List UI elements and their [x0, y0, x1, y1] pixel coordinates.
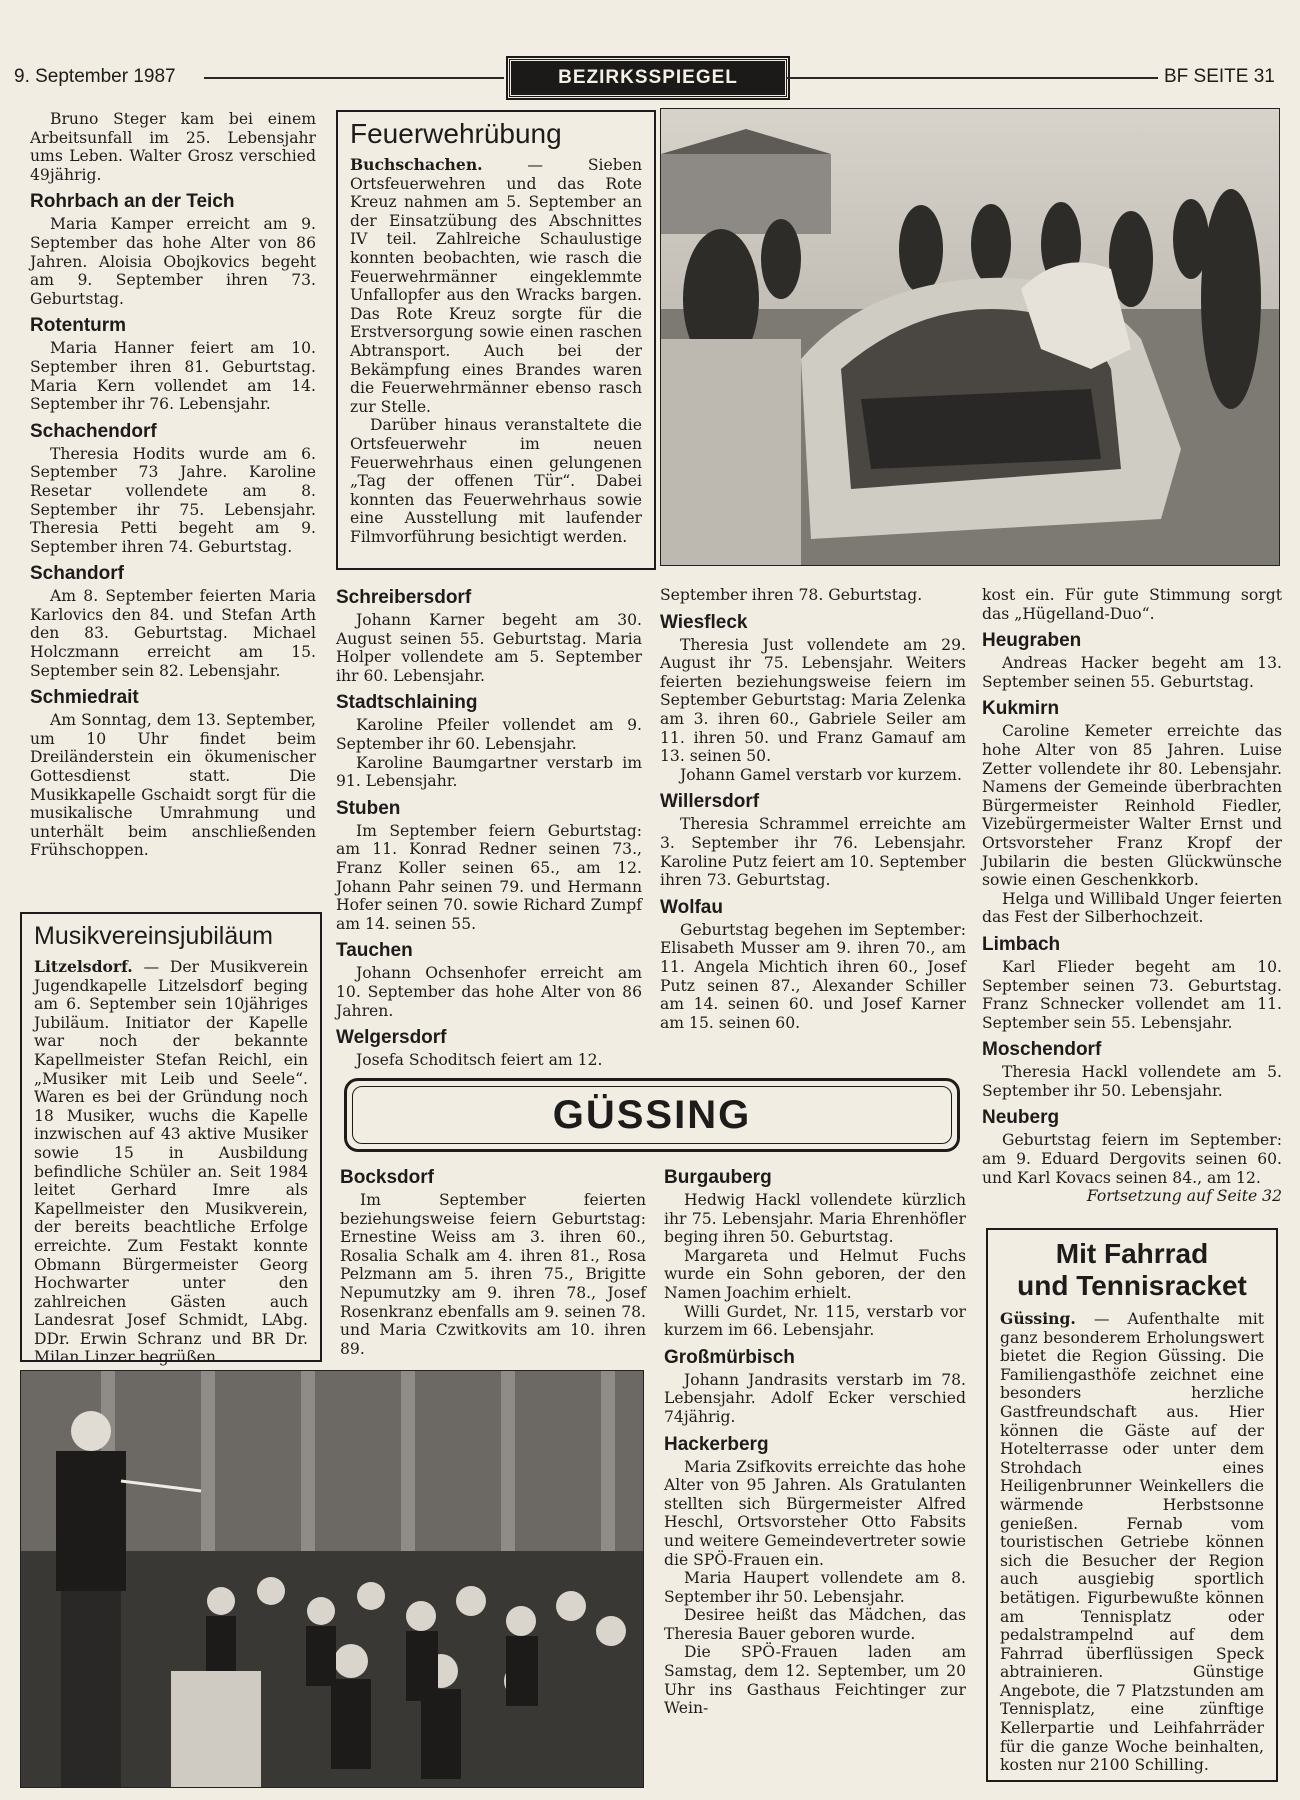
feuerwehr-text: — Sieben Ortsfeuerwehren und das Rote Kreuz nahmen am 5. September an der Einsatzübung des Abschnittes IV teil. Zahlreiche Schaulustige konnten beobachten, wie rasch die Feuerwehrmänner eingeklemmte Unfallopfer aus den Wracks bargen. Das Rote Kreuz sorgte für die Erstversorgung sowie einen raschen Abtransport. Auch bei der Bekämpfung eines Brandes waren die Feuerwehrmänner ebenso rasch zur Stelle. [350, 156, 642, 416]
musikverein-lead: Litzelsdorf. [34, 957, 133, 976]
column-4 [982, 586, 1282, 1206]
intro-text: Bruno Steger kam bei einem Arbeitsunfall im 25. Lebensjahr ums Leben. Walter Grosz verschied 49jährig. [30, 110, 316, 184]
place-heading: Schreibersdorf [336, 587, 472, 608]
place-heading: Schandorf [30, 563, 124, 585]
place-text: Im September feiern Geburtstag: am 11. Konrad Redner seinen 73., Franz Koller seinen 65., am 12. Johann Pahr seinen 79. und Hermann Hofer seinen 70. sowie Richard Zumpf am 14. seinen 55. [336, 821, 642, 933]
place-heading: Willersdorf [660, 791, 760, 813]
place-heading: Wolfau [660, 896, 723, 918]
place-text: Caroline Kemeter erreichte das hohe Alter von 85 Jahren. Luise Zetter vollendete ihr 80. Lebensjahr. Namens der Gemeinde überbrachten Bürgermeister Reinhold Fiedler, Vizebürgermeister Walter Ernst und Ortsvorsteher Franz Kropf der Jubilarin die besten Glückwünsche sowie einen Geschenkkorb. [982, 722, 1282, 890]
place-heading: Großmürbisch [664, 1346, 795, 1368]
column-3 [660, 586, 966, 1032]
place-text: Theresia Hackl vollendete am 5. September ihr 50. Lebensjahr. [982, 1063, 1282, 1100]
header-rule-right [786, 77, 1158, 79]
band-photo [20, 1370, 644, 1788]
place-text: Andreas Hacker begeht am 13. September seinen 55. Geburtstag. [982, 654, 1282, 691]
feuerwehr-title: Feuerwehrübung [350, 118, 562, 149]
place-heading: Heugraben [982, 630, 1082, 652]
place-heading: Schmiedrait [30, 687, 139, 709]
musikverein-text: — Der Musikverein Jugendkapelle Litzelsdorf beging am 6. September sein 10jähriges Jubiläum. Initiator der Kapelle war noch der bekannte Kapellmeister Stefan Reichl, ein „Musiker mit Leib und Seele“. Waren es bei der Gründung noch 18 Musiker, wuchs die Kapelle inzwischen auf 43 aktive Musiker sowie 15 in Ausbildung befindliche Schüler an. Seit 1984 leitet Gerhard Imre als Kapellmeister den Musikverein, der bereits beachtliche Erfolge erreichte. Zum Festakt konnte Obmann Bürgermeister Georg Hochwarter unter den zahlreichen Gästen auch Landesrat Josef Schmidt, LAbg. DDr. Erwin Schranz und BR Dr. Milan Linzer begrüßen. [34, 958, 308, 1367]
fahrrad-text: — Aufenthalte mit ganz besonderem Erholungswert bietet die Region Güssing. Die Familiengasthöfe zeichnet eine besonders herzliche Gastfreundschaft aus. Hier können die Gäste auf der Hotelterrasse oder unter dem Strohdach eines Heiligenbrunner Weinkellers die wärmende Herbstsonne genießen. Fernab vom touristischen Getriebe können sich die Besucher der Region auch ausgiebig sportlich betätigen. Figurbewußte können am Tennisplatz oder pedalstrampelnd auf dem Fahrrad überflüssigen Speck abtrainieren. Günstige Angebote, die 7 Platzstunden am Tennisplatz, eine zünftige Kellerpartie und Leihfahrräder für die ganze Woche beinhalten, kosten nur 2100 Schilling. [1000, 1310, 1264, 1775]
place-text: Margareta und Helmut Fuchs wurde ein Sohn geboren, der den Namen Joachim erhielt. [664, 1246, 966, 1302]
place-heading: Rohrbach an der Teich [30, 191, 235, 213]
place-text: Maria Zsifkovits erreichte das hohe Alter von 95 Jahren. Als Gratulanten stellten sich Bürgermeister Alfred Heschl, Ortsvorsteher Otto Fabsits und weitere Gemeindevertreter sowie die SPÖ-Frauen ein. [664, 1457, 966, 1569]
place-text: Hedwig Hackl vollendete kürzlich ihr 75. Lebensjahr. Maria Ehrenhöfler beging ihren 50. Geburtstag. [664, 1191, 966, 1247]
place-heading: Burgauberg [664, 1167, 772, 1188]
place-text: Johann Jandrasits verstarb im 78. Lebensjahr. Adolf Ecker verschied 74jährig. [664, 1370, 966, 1426]
place-text: Geburtstag feiern im September: am 9. Eduard Dergovits seinen 60. und Karl Kovacs seinen 84., am 12. [982, 1131, 1282, 1187]
place-text: Karoline Pfeiler vollendet am 9. September ihr 60. Lebensjahr. [336, 716, 642, 753]
place-text: Maria Hanner feiert am 10. September ihren 81. Geburtstag. Maria Kern vollendet am 14. September ihr 76. Lebensjahr. [30, 339, 316, 414]
place-text: Am Sonntag, dem 13. September, um 10 Uhr findet beim Dreiländerstein ein ökumenischer Gottesdienst statt. Die Musikkapelle Gschaidt sorgt für die musikalische Umrahmung und unterhält beim anschließenden Frühschoppen. [30, 711, 316, 860]
place-text: Karoline Baumgartner verstarb im 91. Lebensjahr. [336, 753, 642, 791]
fahrrad-lead: Güssing. [1000, 1309, 1076, 1328]
guessing-banner [344, 1078, 960, 1152]
place-text: Helga und Willibald Unger feierten das Fest der Silberhochzeit. [982, 889, 1282, 927]
place-text: Die SPÖ-Frauen laden am Samstag, dem 12. September, um 20 Uhr ins Gasthaus Feichtinger zur Wein- [664, 1643, 966, 1718]
place-text: Maria Kamper erreicht am 9. September das hohe Alter von 86 Jahren. Aloisia Obojkovics begeht am 9. September ihren 73. Geburtstag. [30, 215, 316, 308]
feuerwehr-box [336, 110, 656, 570]
continuation-note: Fortsetzung auf Seite 32 [1086, 1187, 1282, 1206]
place-text: Im September feierten beziehungsweise feiern Geburtstag: Ernestine Weiss am 3. ihren 60., Rosalia Schalk am 4. ihren 81., Rosa Pelzmann am 5. ihren 75., Brigitte Nepumutzky am 9. ihren 78., Josef Rosenkranz ebenfalls am 9. seinen 78. und Maria Czwitkovits am 10. ihren 89. [340, 1191, 646, 1358]
place-heading: Moschendorf [982, 1039, 1102, 1061]
place-text: Johann Gamel verstarb vor kurzem. [680, 765, 962, 784]
fire-drill-photo-image [661, 109, 1279, 565]
place-heading: Wiesfleck [660, 611, 748, 633]
place-text: Am 8. September feierten Maria Karlovics den 84. und Stefan Arth den 83. Geburtstag. Michael Holczmann erreicht am 15. September sein 82. Lebensjahr. [30, 587, 316, 680]
place-text: Theresia Hodits wurde am 6. September 73 Jahre. Karoline Resetar vollendete am 8. September ihr 75. Lebensjahr. Theresia Petti begeht am 9. September ihren 74. Geburtstag. [30, 444, 316, 556]
feuerwehr-text-2: Darüber hinaus veranstaltete die Ortsfeuerwehr im neuen Feuerwehrhaus einen gelungenen „Tag der offenen Tür“. Dabei konnten das Feuerwehrhaus sowie eine Ausstellung mit laufender Filmvorführung besichtigt werden. [350, 416, 642, 546]
page-number: BF SEITE 31 [1164, 66, 1275, 87]
continued-text: kost ein. Für gute Stimmung sorgt das „Hügelland-Duo“. [982, 586, 1282, 623]
place-text: Josefa Schoditsch feiert am 12. [356, 1051, 603, 1070]
place-text: Geburtstag begehen im September: Elisabeth Musser am 9. ihren 70., am 11. Angela Michtich ihren 60., Josef Putz seinen 87., Alexander Schiller am 14. seinen 60. und Josef Karner am 15. seinen 60. [660, 920, 966, 1032]
place-heading: Bocksdorf [340, 1167, 434, 1188]
place-heading: Tauchen [336, 940, 413, 962]
section-title: BEZIRKSSPIEGEL [508, 58, 788, 98]
place-heading: Stadtschlaining [336, 692, 478, 714]
place-heading: Limbach [982, 933, 1061, 955]
place-heading: Schachendorf [30, 420, 157, 442]
guessing-column-left [340, 1166, 646, 1358]
guessing-column-right [664, 1166, 966, 1718]
place-text: Johann Ochsenhofer erreicht am 10. September das hohe Alter von 86 Jahren. [336, 964, 642, 1020]
fahrrad-title-1: Mit Fahrrad [1055, 1238, 1209, 1269]
place-heading: Welgersdorf [336, 1027, 447, 1049]
feuerwehr-lead: Buchschachen. [350, 155, 483, 174]
fahrrad-title-2: und Tennisracket [1017, 1270, 1247, 1301]
issue-date: 9. September 1987 [14, 66, 176, 87]
musikverein-title: Musikvereinsjubiläum [34, 922, 273, 950]
column-1 [30, 110, 316, 860]
fahrrad-box [986, 1228, 1278, 1782]
place-text: Maria Haupert vollendete am 8. September ihr 50. Lebensjahr. [664, 1569, 966, 1606]
place-heading: Hackerberg [664, 1433, 769, 1455]
place-heading: Neuberg [982, 1107, 1060, 1129]
place-heading: Rotenturm [30, 315, 127, 337]
place-heading: Kukmirn [982, 698, 1060, 720]
place-text: Willi Gurdet, Nr. 115, verstarb vor kurzem im 66. Lebensjahr. [664, 1302, 966, 1340]
place-text: Theresia Just vollendete am 29. August ihr 75. Lebensjahr. Weiters feierten beziehungsweise feiern im September Geburtstag: Maria Zelenka am 3. ihren 60., Gabriele Seiler am 11. ihren 50. und Franz Gamauf am 13. seinen 50. [660, 635, 967, 766]
place-heading: Stuben [336, 797, 401, 819]
place-text: Johann Karner begeht am 30. August seinen 55. Geburtstag. Maria Holper vollendete am 5. September ihr 60. Lebensjahr. [336, 611, 642, 685]
column-2 [336, 586, 642, 1070]
place-text: Desiree heißt das Mädchen, das Theresia Bauer geboren wurde. [664, 1606, 966, 1643]
place-text: Karl Flieder begeht am 10. September seinen 73. Geburtstag. Franz Schnecker vollendet am 11. September sein 55. Lebensjahr. [982, 957, 1282, 1032]
place-text: Theresia Schrammel erreichte am 3. September ihr 76. Lebensjahr. Karoline Putz feiert am 10. September ihren 73. Geburtstag. [660, 815, 966, 890]
musikverein-box [20, 912, 322, 1367]
guessing-title: GÜSSING [552, 1092, 752, 1137]
header-rule-left [204, 77, 504, 79]
fire-drill-photo [660, 108, 1280, 566]
band-photo-image [21, 1371, 643, 1787]
continued-text: September ihren 78. Geburtstag. [660, 586, 923, 604]
